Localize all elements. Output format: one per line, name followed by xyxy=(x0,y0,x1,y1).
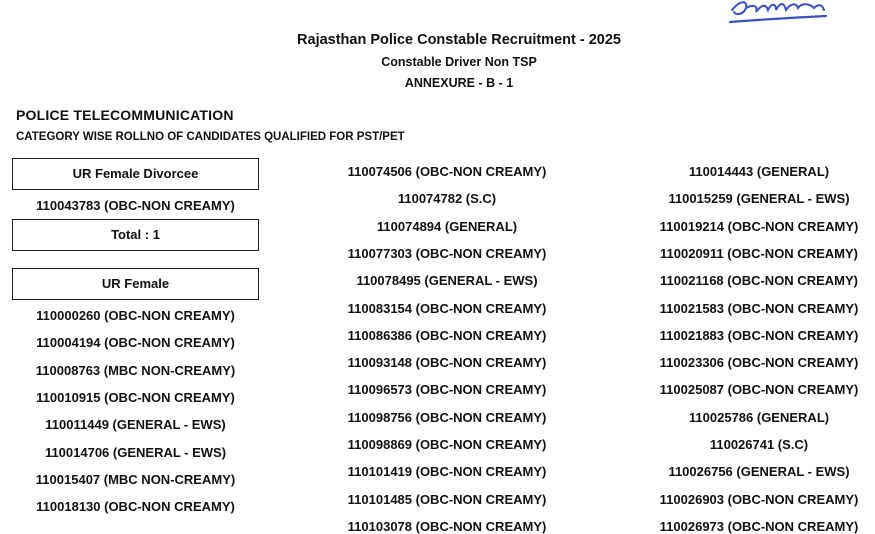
group-label-box xyxy=(12,158,259,190)
signature-image xyxy=(726,0,836,34)
list-item: 110078495 (GENERAL - EWS) xyxy=(356,273,538,289)
list-item: 110011449 (GENERAL - EWS) xyxy=(45,417,226,433)
document-title: Rajasthan Police Constable Recruitment - 2025 xyxy=(297,32,621,48)
list-item: 110074894 (GENERAL) xyxy=(376,218,518,234)
group-label: UR Female Divorcee xyxy=(72,166,199,181)
list-item: 110098869 (OBC-NON CREAMY) xyxy=(347,437,547,452)
list-item: 110026973 (OBC-NON CREAMY) xyxy=(659,518,859,534)
list-item: 110008763 (MBC NON-CREAMY) xyxy=(35,362,236,378)
department-heading: POLICE TELECOMMUNICATION xyxy=(16,107,234,123)
list-item: 110021168 (OBC-NON CREAMY) xyxy=(660,273,858,289)
document-subtitle: Constable Driver Non TSP xyxy=(381,55,537,69)
list-item: 110023306 (OBC-NON CREAMY) xyxy=(659,355,859,371)
group-label-box xyxy=(12,268,259,300)
list-item: 110098756 (OBC-NON CREAMY) xyxy=(347,409,547,425)
list-item: 110096573 (OBC-NON CREAMY) xyxy=(347,382,547,398)
list-item: 110077303 (OBC-NON CREAMY) xyxy=(347,245,547,261)
list-item: 110025087 (OBC-NON CREAMY) xyxy=(659,382,859,398)
list-item: 110010915 (OBC-NON CREAMY) xyxy=(36,389,235,405)
list-item: 110021583 (OBC-NON CREAMY) xyxy=(659,300,859,316)
list-item: 110014443 (GENERAL) xyxy=(688,164,830,179)
annexure-label: ANNEXURE - B - 1 xyxy=(404,76,514,90)
list-item: 110074782 (S.C) xyxy=(397,191,497,207)
list-item: 110083154 (OBC-NON CREAMY) xyxy=(347,300,547,316)
list-item: 110093148 (OBC-NON CREAMY) xyxy=(347,355,547,371)
list-item: 110019214 (OBC-NON CREAMY) xyxy=(659,218,859,234)
list-item: 110018130 (OBC-NON CREAMY) xyxy=(36,499,235,515)
group-label: UR Female xyxy=(101,276,170,291)
list-item: 110021883 (OBC-NON CREAMY) xyxy=(659,327,859,343)
list-item: 110101485 (OBC-NON CREAMY) xyxy=(347,491,547,507)
list-item: 110014706 (GENERAL - EWS) xyxy=(44,444,227,460)
list-item: 110000260 (OBC-NON CREAMY) xyxy=(36,308,235,323)
list-item: 110101419 (OBC-NON CREAMY) xyxy=(347,464,547,480)
list-item: 110015407 (MBC NON-CREAMY) xyxy=(35,471,236,487)
list-item: 110020911 (OBC-NON CREAMY) xyxy=(660,245,858,261)
list-item: 110026903 (OBC-NON CREAMY) xyxy=(659,491,859,507)
list-item: 110015259 (GENERAL - EWS) xyxy=(668,191,850,207)
list-item: 110026741 (S.C) xyxy=(709,437,809,452)
list-item: 110004194 (OBC-NON CREAMY) xyxy=(36,335,235,351)
group-total-box xyxy=(12,219,259,251)
list-item: 110025786 (GENERAL) xyxy=(688,409,830,425)
list-item: 110026756 (GENERAL - EWS) xyxy=(668,464,850,480)
list-item: 110074506 (OBC-NON CREAMY) xyxy=(347,164,547,179)
group-total: Total : 1 xyxy=(111,227,160,242)
list-item: 110103078 (OBC-NON CREAMY) xyxy=(347,518,547,534)
list-item: 110043783 (OBC-NON CREAMY) xyxy=(36,198,235,213)
section-caption: CATEGORY WISE ROLLNO OF CANDIDATES QUALIFIED FOR PST/PET xyxy=(16,131,405,143)
list-item: 110086386 (OBC-NON CREAMY) xyxy=(347,327,547,343)
